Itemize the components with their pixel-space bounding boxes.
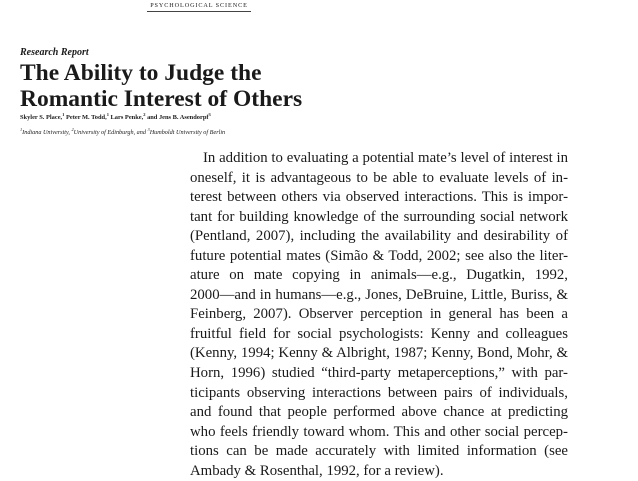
affiliation-name: University of Edinburgh, and	[73, 129, 146, 136]
affiliation-name: Indiana University,	[22, 129, 70, 136]
body-line: future potential mates (Simão & Todd, 2002; see also the liter-	[190, 247, 568, 264]
author-affiliation-mark: 1	[62, 111, 65, 117]
body-line: 2000—and in humans—e.g., Jones, DeBruine, Little, Buriss, &	[190, 286, 568, 303]
author-name: and Jens B. Asendorpf	[147, 114, 209, 121]
body-line: In addition to evaluating a potential mate’s level of interest in	[203, 150, 568, 166]
body-line: ticipants observing interactions between pairs of individuals,	[190, 384, 568, 401]
affiliation-mark: 1	[20, 126, 23, 132]
affiliation-list	[20, 126, 540, 136]
body-line: fruitful field for social psychologists: Kenny and colleagues	[190, 325, 568, 342]
body-line: Horn, 1996) studied “third-party metaperceptions,” with par-	[190, 365, 568, 382]
body-line: ature on mate copying in animals—e.g., Dugatkin, 1992,	[190, 267, 568, 284]
body-line: who feels friendly toward whom. This and other social percep-	[190, 423, 568, 440]
author-name: Lars Penke,	[110, 114, 144, 121]
body-line: oneself, it is advantageous to be able to evaluate levels of in-	[190, 169, 568, 186]
body-line: terest between others via observed interactions. This is impor-	[190, 189, 568, 206]
body-line: (Kenny, 1994; Kenny & Albright, 1987; Kenny, Bond, Mohr, &	[190, 345, 568, 362]
author-name: Skyler S. Place,	[20, 114, 63, 121]
title-line: Romantic Interest of Others	[20, 86, 303, 112]
affiliation-name: Humboldt University of Berlin	[149, 129, 226, 136]
author-affiliation-mark: 1	[106, 111, 109, 117]
author-affiliation-mark: 2	[143, 111, 146, 117]
body-line: (Pentland, 2007), including the availability and desirability of	[190, 228, 568, 245]
author-list	[20, 111, 540, 121]
section-label: Research Report	[20, 47, 89, 58]
title-line: The Ability to Judge the	[20, 60, 262, 86]
journal-name: PSYCHOLOGICAL SCIENCE	[147, 2, 251, 12]
author-affiliation-mark: 3	[208, 111, 211, 117]
affiliation-mark: 2	[71, 126, 74, 132]
body-line: tions can be made accurately with limited information (see	[190, 443, 568, 460]
body-line: and found that people performed above chance at predicting	[190, 404, 568, 421]
body-line: Feinberg, 2007). Observer perception in general has been a	[190, 306, 568, 323]
body-line: Ambady & Rosenthal, 1992, for a review).	[190, 462, 444, 479]
affiliation-mark: 3	[147, 126, 150, 132]
author-name: Peter M. Todd,	[65, 114, 107, 121]
body-paragraph	[190, 149, 568, 479]
paper-title	[20, 60, 440, 112]
body-line: tant for building knowledge of the surrounding social network	[190, 208, 568, 225]
